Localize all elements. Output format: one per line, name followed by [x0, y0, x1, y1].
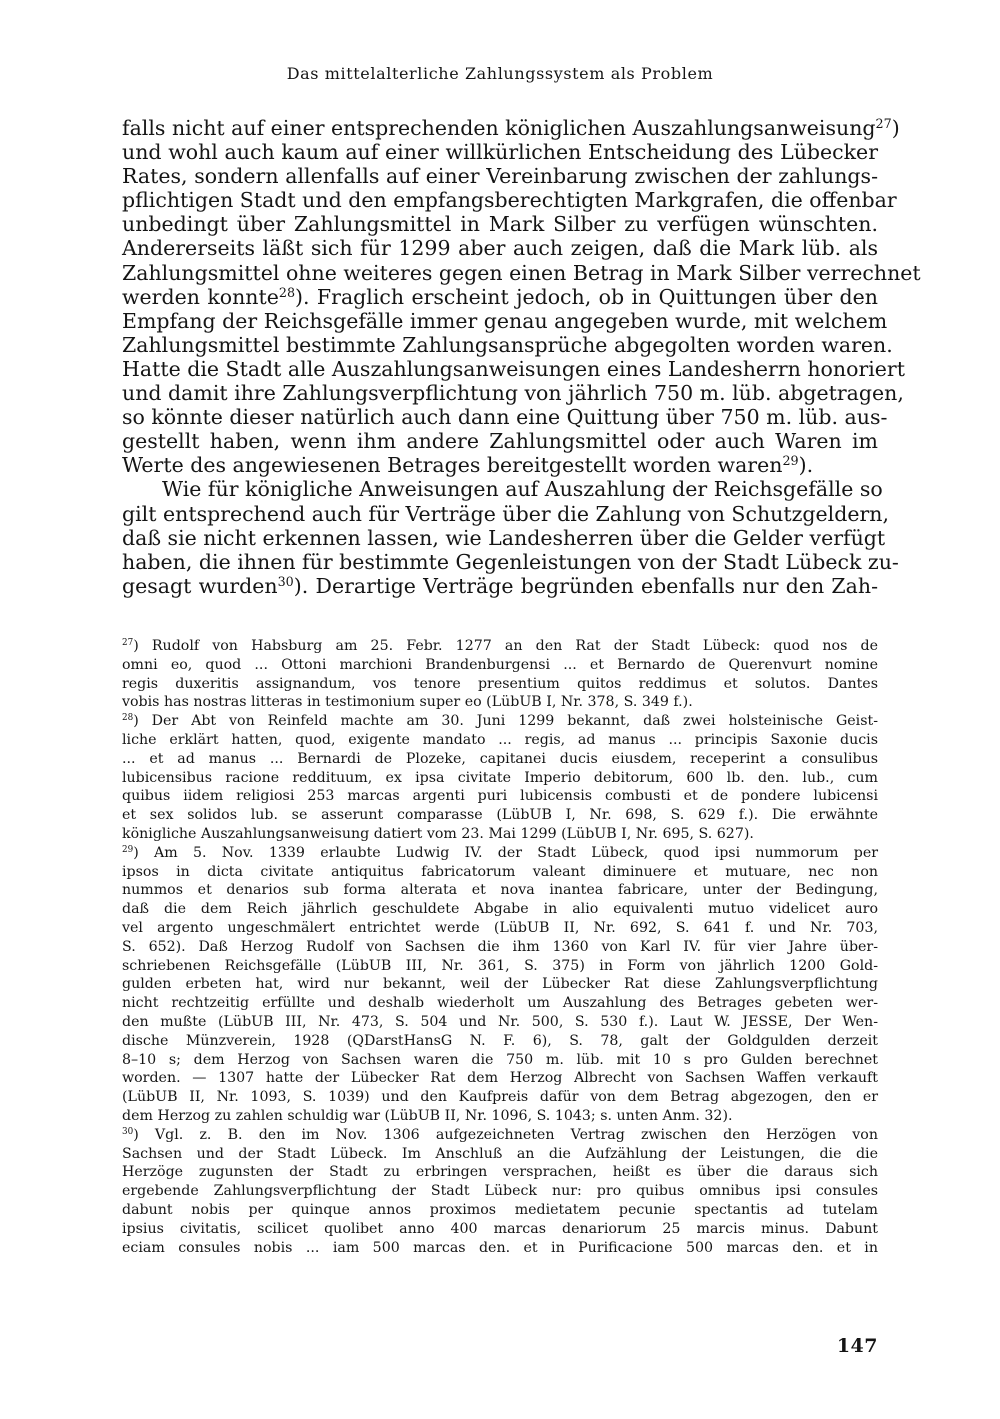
footnote-line-text: ) Der Abt von Reinfeld machte am 30. Juni 1299 bekannt, daß zwei holsteinische Geist-	[133, 713, 878, 730]
footnote-line	[122, 731, 878, 750]
body-line	[122, 453, 878, 477]
footnote-line	[122, 693, 878, 712]
body-line-text: Zahlungsmittel ohne weiteres gegen einen Betrag in Mark Silber verrechnet	[122, 260, 921, 285]
footnote-line-text: et sex solidos lub. se asserunt comparasse (LübUB I, Nr. 698, S. 629 f.). Die erwähnte	[122, 807, 878, 824]
body-line-text: werden konnte	[122, 284, 279, 309]
footnote-line-text: 8–10 s; dem Herzog von Sachsen waren die 750 m. lüb. mit 10 s pro Gulden berechnet	[122, 1051, 878, 1068]
footnote-line-text: Sachsen und der Stadt Lübeck. Im Anschluß an die Aufzählung der Leistungen, die die	[122, 1145, 878, 1162]
footnote-line	[122, 900, 878, 919]
body-line-text: Werte des angewiesenen Betrages bereitgestellt worden waren	[122, 453, 783, 478]
body-line	[122, 477, 883, 502]
footnote-line	[122, 825, 878, 844]
footnote-line-text: worden. — 1307 hatte der Lübecker Rat dem Herzog Albrecht von Sachsen Waffen verkauft	[122, 1070, 878, 1087]
footnote-line	[122, 994, 878, 1013]
body-line-text: gesagt wurden	[122, 573, 278, 598]
footnotes	[122, 637, 878, 1257]
footnote-line	[122, 1239, 878, 1258]
footnote-line	[122, 1051, 878, 1070]
page-number: 147	[836, 1335, 878, 1357]
body-line	[122, 212, 878, 236]
footnote-line	[122, 1032, 878, 1051]
footnote-line	[122, 863, 878, 882]
footnote-line-text: regis duxeritis assignandum, vos tenore presentium quitos reddimus et solutos. Dantes	[122, 675, 878, 692]
body-line	[122, 429, 878, 453]
body-line-text: Hatte die Stadt alle Auszahlungsanweisungen eines Landesherrn honoriert	[122, 356, 905, 381]
body-line-text: und damit ihre Zahlungsverpflichtung von jährlich 750 m. lüb. abgetragen,	[122, 381, 904, 406]
body-line	[122, 236, 878, 260]
body-line	[122, 356, 905, 381]
footnote-line-text: vel argento ungeschmälert entrichtet werde (LübUB II, Nr. 692, S. 641 f. und Nr. 703,	[122, 919, 878, 936]
body-line	[122, 381, 904, 406]
footnote-line-text: liche erklärt hatten, quod, exigente mandato ... regis, ad manus ... principis Saxonie ducis	[122, 731, 878, 748]
body-line-text: Andererseits läßt sich für 1299 aber auch zeigen, daß die Mark lüb. als	[122, 236, 878, 261]
footnote-line	[122, 1126, 878, 1145]
body-line-text: falls nicht auf einer entsprechenden königlichen Auszahlungsanweisung	[122, 116, 876, 140]
footnote-line-text: gulden erbeten hat, wird nur bekannt, weil der Lübecker Rat diese Zahlungsverpflichtung	[122, 976, 878, 993]
footnote-line	[122, 1107, 878, 1126]
body-line-text: Rates, sondern allenfalls auf einer Vereinbarung zwischen der zahlungs-	[122, 164, 878, 189]
body-line-text: haben, die ihnen für bestimmte Gegenleistungen von der Stadt Lübeck zu-	[122, 549, 899, 574]
footnote-number: 27	[122, 638, 134, 649]
footnote-line	[122, 806, 878, 825]
footnote-line-text: S. 652). Daß Herzog Rudolf von Sachsen die ihm 1360 von Karl IV. für vier Jahre über-	[122, 938, 878, 955]
footnote-line	[122, 787, 878, 806]
footnote-line	[122, 1201, 878, 1220]
body-line	[122, 332, 893, 357]
footnote-marker: 27	[875, 116, 892, 132]
footnote-line	[122, 1088, 878, 1107]
body-line-text: )	[891, 116, 900, 140]
footnote-line-text: (LübUB II, Nr. 1093, S. 1039) und den Kaufpreis dafür von dem Betrag abgezogen, den er	[122, 1089, 878, 1106]
body-line	[122, 116, 900, 140]
footnote-line	[122, 1182, 878, 1201]
footnote-line	[122, 656, 878, 675]
footnote-line-text: dabunt nobis per quinque annos proximos medietatem pecunie spectantis ad tutelam	[122, 1201, 878, 1218]
footnote-line-text: nummos et denarios sub forma alterata et nova inantea fabricare, unter der Bedingung,	[122, 882, 878, 899]
footnote-line-text: den mußte (LübUB III, Nr. 473, S. 504 und Nr. 500, S. 530 f.). Laut W. JESSE, Der Wen-	[122, 1013, 878, 1030]
footnote-line	[122, 1013, 878, 1032]
body-line-text: Empfang der Reichsgefälle immer genau angegeben wurde, mit welchem	[122, 308, 888, 333]
footnote-line	[122, 712, 878, 731]
footnote-line-text: vobis has nostras litteras in testimonium super eo (LübUB I, Nr. 378, S. 349 f.).	[122, 694, 693, 711]
body-line-text: und wohl auch kaum auf einer willkürlichen Entscheidung des Lübecker	[122, 140, 878, 165]
footnote-marker: 29	[782, 453, 799, 469]
footnote-line	[122, 919, 878, 938]
body-line	[122, 525, 886, 550]
footnote-number: 30	[122, 1126, 134, 1137]
footnote-line	[122, 975, 878, 994]
footnote-line-text: ... et ad manus ... Bernardi de Plozeke, capitanei ducis eiusdem, receperint a consulibus	[122, 750, 878, 767]
footnote-line-text: königliche Auszahlungsanweisung datiert vom 23. Mai 1299 (LübUB I, Nr. 695, S. 627).	[122, 825, 754, 842]
body-line	[122, 501, 889, 526]
body-line-text: so könnte dieser natürlich auch dann eine Quittung über 750 m. lüb. aus-	[122, 405, 888, 430]
footnote-line-text: quibus iidem religiosi 253 marcas argenti puri lubicensis combusti et de pondere lubicensi	[122, 788, 878, 805]
body-line	[122, 260, 921, 285]
body-line	[122, 285, 878, 309]
footnote-line-text: ) Am 5. Nov. 1339 erlaubte Ludwig IV. der Stadt Lübeck, quod ipsi nummorum per	[133, 844, 878, 861]
body-line-text: Zahlungsmittel bestimmte Zahlungsansprüche abgegolten worden waren.	[122, 332, 893, 357]
footnote-line-text: eciam consules nobis ... iam 500 marcas den. et in Purificacione 500 marcas den. et in	[122, 1239, 878, 1256]
body-line-text: Wie für königliche Anweisungen auf Auszahlung der Reichsgefälle so	[162, 477, 883, 502]
body-line	[122, 574, 878, 598]
running-head: Das mittelalterliche Zahlungssystem als Problem	[286, 64, 714, 83]
footnote-line-text: dische Münzverein, 1928 (QDarstHansG N. F. 6), S. 78, galt der Goldgulden derzeit	[122, 1032, 878, 1049]
body-line	[122, 308, 888, 333]
footnote-marker: 28	[278, 284, 296, 300]
footnote-marker: 30	[277, 573, 294, 589]
footnote-line-text: ipsius civitatis, scilicet quolibet anno 400 marcas denariorum 25 marcis minus. Dabunt	[122, 1220, 878, 1237]
body-line-text: gilt entsprechend auch für Verträge über die Zahlung von Schutzgeldern,	[122, 501, 889, 526]
footnote-number: 28	[122, 713, 134, 724]
body-line-text: daß sie nicht erkennen lassen, wie Landesherren über die Gelder verfügt	[122, 525, 886, 550]
main-text	[122, 116, 921, 598]
footnote-number: 29	[122, 844, 134, 855]
footnote-line	[122, 844, 878, 863]
footnote-line-text: schriebenen Reichsgefälle (LübUB III, Nr. 361, S. 375) in Form von jährlich 1200 Gold-	[122, 957, 878, 974]
footnote-line	[122, 1145, 878, 1164]
body-line-text: ). Fraglich erscheint jedoch, ob in Quittungen über den	[295, 284, 878, 309]
body-line	[122, 405, 888, 430]
body-line-text: pflichtigen Stadt und den empfangsberechtigten Markgrafen, die offenbar	[122, 188, 897, 213]
footnote-line-text: dem Herzog zu zahlen schuldig war (LübUB II, Nr. 1096, S. 1043; s. unten Anm. 32).	[122, 1107, 733, 1124]
body-line	[122, 188, 897, 213]
footnote-line-text: ) Rudolf von Habsburg am 25. Febr. 1277 an den Rat der Stadt Lübeck: quod nos de	[133, 638, 878, 654]
footnote-line	[122, 1069, 878, 1088]
body-line-text: unbedingt über Zahlungsmittel in Mark Silber zu verfügen wünschten.	[122, 212, 878, 237]
body-line-text: ). Derartige Verträge begründen ebenfalls nur den Zah-	[293, 573, 878, 598]
body-line	[122, 549, 899, 574]
footnote-line	[122, 750, 878, 769]
footnote-line-text: omni eo, quod ... Ottoni marchioni Brandenburgensi ... et Bernardo de Querenvurt nomine	[122, 656, 878, 673]
footnote-line	[122, 1163, 878, 1182]
footnote-line	[122, 675, 878, 694]
footnote-line	[122, 957, 878, 976]
footnote-line	[122, 938, 878, 957]
footnote-line-text: ) Vgl. z. B. den im Nov. 1306 aufgezeichneten Vertrag zwischen den Herzögen von	[133, 1126, 878, 1143]
footnote-line	[122, 881, 878, 900]
footnote-line-text: nicht rechtzeitig erfüllte und deshalb wiederholt um Auszahlung des Betrages gebeten wer-	[122, 995, 878, 1012]
body-line	[122, 140, 878, 164]
body-line	[122, 164, 878, 188]
body-line-text: ).	[798, 453, 814, 478]
footnote-line	[122, 637, 878, 656]
footnote-line-text: ipsos in dicta civitate antiquitus fabricatorum valeant diminuere et mutuare, nec non	[122, 863, 878, 880]
footnote-line-text: daß die dem Reich jährlich geschuldete Abgabe in alio equivalenti mutuo videlicet auro	[122, 901, 878, 918]
footnote-line	[122, 769, 878, 788]
footnote-line-text: Herzöge zugunsten der Stadt zu erbringen versprachen, heißt es über die daraus sich	[122, 1164, 878, 1181]
footnote-line-text: ergebende Zahlungsverpflichtung der Stadt Lübeck nur: pro quibus omnibus ipsi consules	[122, 1183, 878, 1200]
footnote-line	[122, 1220, 878, 1239]
body-line-text: gestellt haben, wenn ihm andere Zahlungsmittel oder auch Waren im	[122, 429, 878, 454]
footnote-line-text: lubicensibus racione reddituum, ex ipsa civitate Imperio debitorum, 600 lb. den. lub., cum	[122, 769, 878, 786]
